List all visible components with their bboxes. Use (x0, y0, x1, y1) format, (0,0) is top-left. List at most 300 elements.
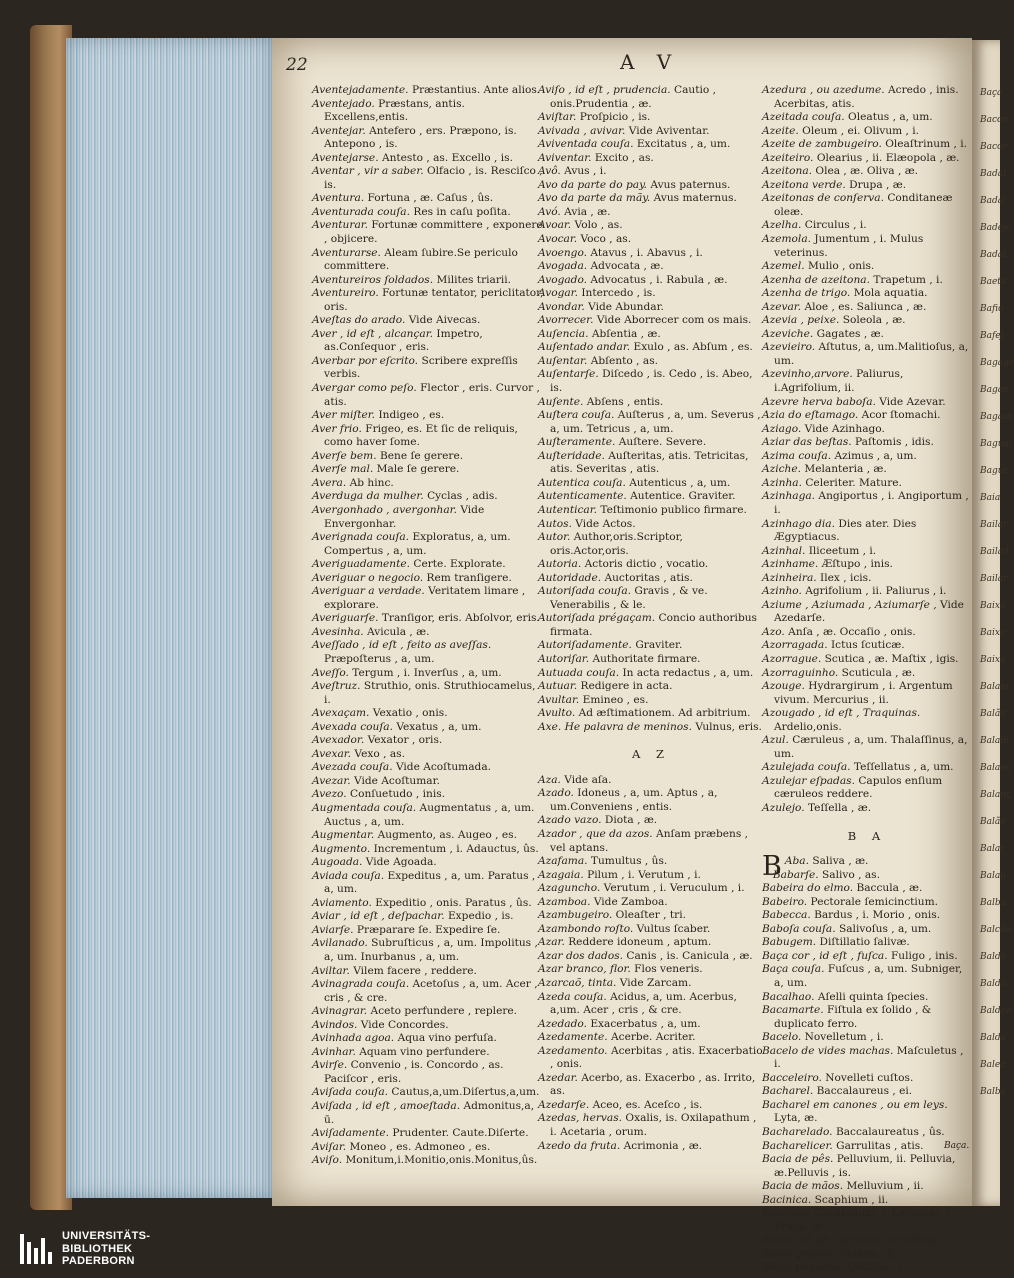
entry-definition: Flos veneris. (634, 963, 703, 976)
entry-definition: Vide Azedarſe. (774, 598, 964, 625)
entry-definition: Acerbo, as. Exacerbo , as. Irrito, as. (550, 1071, 756, 1098)
dictionary-entry (538, 923, 764, 937)
entry-headword: Autuada couſa. (538, 666, 620, 679)
entry-definition: Celeriter. Mature. (805, 476, 902, 489)
entry-definition: Vide Agoada. (365, 856, 437, 869)
entry-definition: Scribere expreſſis verbis. (324, 354, 518, 381)
dictionary-entry (762, 585, 972, 599)
entry-definition: Conditaneæ oleæ. (774, 192, 953, 218)
entry-headword: Averiguadamente. (312, 558, 410, 571)
entry-headword: Azeitona verde. (762, 178, 846, 191)
dictionary-entry (312, 843, 544, 857)
entry-headword: Augmento. (312, 842, 371, 855)
dictionary-entry (538, 301, 764, 315)
dictionary-entry (312, 125, 544, 152)
entry-headword: Autoriſar. (538, 652, 590, 665)
entry-headword: Avogado. (538, 273, 588, 286)
entry-definition: Paliurus, i.Agrifolium, ii. (774, 368, 904, 395)
dictionary-entry (762, 1248, 972, 1262)
entry-definition: Aloe , es. Saliunca , æ. (804, 300, 927, 313)
dictionary-entry (312, 247, 544, 274)
dictionary-entry (538, 585, 764, 612)
entry-headword: Aver miſter. (312, 409, 376, 422)
entry-definition: Auctoritas , atis. (604, 571, 693, 584)
entry-headword: Averſe mal. (312, 463, 374, 476)
entry-definition: Vide Zamboa. (593, 895, 668, 908)
entry-definition: Maſculetus , i. (774, 1044, 964, 1071)
entry-definition: Idoneus , a, um. Aptus , a, um.Conveniens , entis. (550, 787, 718, 813)
entry-headword: Azevinho,arvore. (762, 368, 853, 381)
entry-headword: Avindos. (312, 1018, 358, 1031)
facing-page-fragment: Baeta (980, 277, 1007, 287)
entry-definition: Antesto , as. Excello , is. (381, 151, 513, 164)
entry-definition: Drupa , æ. (849, 178, 907, 191)
entry-definition: Antefero , ers. Præpono, is. Antepono , is. (324, 124, 517, 151)
entry-definition: Vide aſa. (564, 773, 612, 786)
entry-headword: Avó. (538, 205, 561, 218)
dictionary-entry (762, 545, 972, 559)
entry-definition: Trapetum , i. (873, 273, 943, 286)
entry-headword: Azeiteiro. (762, 151, 814, 164)
dictionary-entry (312, 721, 544, 735)
dictionary-entry (312, 409, 544, 423)
dictionary-entry (312, 1005, 544, 1019)
entry-definition: Iliceetum , i. (808, 544, 877, 557)
entry-definition: Male ſe gerere. (376, 463, 460, 476)
entry-definition: Novelleti cuſtos. (825, 1071, 914, 1084)
entry-headword: Azouge. (762, 680, 805, 693)
entry-headword: Aveſſado , id eſt , feito as aveſſas. (312, 639, 492, 652)
dictionary-entry (762, 396, 972, 410)
entry-definition: Vide Aborrecer com os mais. (596, 314, 752, 327)
entry-headword: Azul. (762, 734, 789, 747)
entry-headword: Baboſa couſa. (762, 922, 836, 935)
dictionary-entry (762, 1180, 972, 1194)
entry-headword: Azemola. (762, 233, 811, 246)
entry-headword: Bacinico. (762, 1207, 812, 1220)
entry-headword: Azado. (538, 787, 574, 800)
dictionary-entry (762, 1004, 972, 1031)
entry-headword: Autos. (538, 517, 572, 530)
dictionary-entry (312, 802, 544, 829)
dictionary-entry (312, 937, 544, 964)
entry-headword: Azedo da fruta. (538, 1139, 621, 1152)
entry-definition: Avus , i. (564, 165, 607, 178)
dictionary-entry (762, 599, 972, 626)
dictionary-entry (538, 518, 764, 532)
dictionary-entry (762, 963, 972, 990)
entry-headword: Bacalhao. (762, 990, 815, 1003)
entry-headword: Baça cor , id eſt , fuſca. (762, 949, 888, 962)
entry-definition: Aceto perfundere , replere. (370, 1005, 518, 1018)
facing-page-fragment: Bagao (980, 385, 1009, 395)
dictionary-entry (538, 707, 764, 721)
entry-headword: Auſentado andar. (538, 341, 631, 354)
entry-headword: Azedas, hervas. (538, 1112, 623, 1125)
dictionary-entry (538, 991, 764, 1018)
entry-headword: Azinhago dia. (762, 517, 835, 530)
dictionary-entry (538, 667, 764, 681)
dictionary-entry (312, 477, 544, 491)
entry-definition: Avia , æ. (564, 205, 611, 218)
entry-definition: Abſento , as. (590, 354, 659, 367)
entry-definition: Baccalaureatus , ûs. (835, 1126, 945, 1139)
entry-definition: Concio authoribus firmata. (550, 612, 757, 638)
entry-headword: Azedarſe. (538, 1098, 590, 1111)
dictionary-entry (312, 274, 544, 288)
entry-headword: Autoria. (538, 558, 582, 571)
dictionary-entry (312, 1032, 544, 1046)
entry-headword: Azorraguinho. (762, 666, 839, 679)
entry-definition: Excitatus , a, um. (636, 138, 731, 151)
entry-headword: Babarſe. (772, 868, 819, 881)
entry-definition: Cyclas , adis. (427, 490, 498, 503)
entry-headword: Aveſſo. (312, 666, 349, 679)
facing-page-fragment: Balão (980, 817, 1006, 827)
entry-definition: Olfacio , is. Resciſco , is. (324, 165, 543, 191)
entry-headword: Azeitona. (762, 165, 813, 178)
facing-page-fragment: Balaio (980, 736, 1009, 746)
entry-headword: Aver , id eſt , alcançar. (312, 327, 434, 340)
entry-definition: Vilem facere , reddere. (353, 964, 477, 977)
entry-headword: Autor. (538, 531, 571, 544)
dictionary-entry (762, 219, 972, 233)
entry-headword: Autoriſadamente. (538, 639, 632, 652)
entry-definition: Oleum , ei. Olivum , i. (802, 124, 920, 137)
dictionary-entry (312, 978, 544, 1005)
entry-definition: Aquam vino perfundere. (359, 1045, 490, 1058)
entry-definition: Angiportus , i. Angiportum , i. (774, 490, 969, 516)
entry-headword: Aviſada , id eſt , amoeſtada. (312, 1100, 461, 1113)
entry-headword: Azeite. (762, 124, 799, 137)
entry-definition: Scutica , æ. Maſtix , igis. (824, 652, 959, 665)
section-heading-az: A Z (632, 747, 670, 762)
entry-headword: Averiguar a verdade. (312, 585, 425, 598)
dictionary-entry (312, 355, 544, 382)
column-2 (538, 84, 764, 1153)
dictionary-entry (762, 423, 972, 437)
entry-headword: Averduga da mulher. (312, 490, 424, 503)
dictionary-entry (312, 572, 544, 586)
entry-headword: Auſencia. (538, 327, 589, 340)
dictionary-entry (538, 260, 764, 274)
entry-headword: Autenticamente. (538, 490, 627, 503)
entry-definition: Gravis , & ve. Venerabilis , & le. (550, 585, 708, 611)
entry-definition: Auſterus , a, um. Severus , a, um. Tetricus , a, um. (550, 409, 761, 435)
entry-headword: Aziume , Aziumada , Aziumarſe , (762, 598, 937, 611)
dictionary-entry (538, 1045, 764, 1072)
entry-definition: Exulo , as. Abſum , es. (633, 341, 753, 354)
entry-headword: Babugem. (762, 936, 817, 949)
entry-headword: Bacharelado. (762, 1126, 833, 1139)
entry-definition: Aleam ſubire.Se periculo committere. (324, 246, 518, 273)
entry-definition: Cautus,a,um.Diſertus,a,um. (391, 1086, 540, 1099)
entry-headword: Aventejadamente. (312, 84, 409, 96)
dictionary-entry (762, 1207, 972, 1234)
dictionary-entry (538, 639, 764, 653)
entry-headword: Azambondo roſto. (538, 922, 634, 935)
entry-definition: Præstantius. Ante alios. (411, 84, 541, 96)
entry-definition: Teſſella , æ. (807, 801, 872, 814)
entry-definition: Moneo , es. Admoneo , es. (349, 1140, 491, 1153)
entry-definition: Veritatem limare , explorare. (324, 585, 526, 611)
entry-headword: Aventurar. (312, 219, 369, 232)
entry-headword: Avinhar. (312, 1045, 356, 1058)
entry-definition: Author,oris.Scriptor, oris.Actor,oris. (550, 531, 683, 557)
dictionary-entry (312, 639, 544, 666)
dictionary-entry (762, 950, 972, 964)
entry-headword: Augmentar. (312, 829, 375, 842)
entry-headword: Aviſadamente. (312, 1127, 389, 1140)
entry-definition: Conſuetudo , inis. (350, 788, 446, 801)
dictionary-entry (312, 1059, 544, 1086)
entry-definition: Monitum,i.Monitio,onis.Monitus,ûs. (345, 1154, 538, 1167)
dictionary-entry (538, 219, 764, 233)
entry-definition: Fuſcus , a, um. Subniger, a, um. (774, 963, 963, 989)
entry-definition: Circulus , i. (804, 219, 867, 232)
entry-headword: Bacharel. (762, 1085, 814, 1098)
facing-page-fragment: Bacon (980, 115, 1009, 125)
entry-headword: Azedar. (538, 1071, 578, 1084)
entry-headword: Azinha. (762, 476, 802, 489)
entry-headword: Aventureiro. (312, 287, 379, 300)
entry-headword: Azambugeiro. (538, 909, 613, 922)
entry-headword: Bacharel em canones , ou em leys. (762, 1098, 948, 1111)
entry-definition: Autentice. Graviter. (630, 490, 736, 503)
dictionary-entry (762, 274, 972, 288)
entry-headword: Azeviche. (762, 327, 814, 340)
entry-headword: Aviada couſa. (312, 869, 385, 882)
entry-headword: Aventurada couſa. (312, 205, 410, 218)
dictionary-entry (538, 206, 764, 220)
dictionary-entry (538, 855, 764, 869)
entry-definition: Ad æſtimationem. Ad arbitrium. (578, 707, 751, 720)
entry-headword: Azagaia. (538, 868, 584, 881)
entry-headword: Bacharelicer. (762, 1139, 833, 1152)
entry-headword: Avogar. (538, 287, 578, 300)
dictionary-entry (538, 84, 764, 111)
dictionary-entry (762, 84, 972, 111)
entry-headword: Azafama. (538, 855, 588, 868)
entry-headword: Azeda couſa. (538, 990, 607, 1003)
dictionary-entry (762, 328, 972, 342)
entry-definition: Anſa , æ. Occaſio , onis. (788, 625, 916, 638)
entry-definition: Melanteria , æ. (804, 463, 887, 476)
entry-headword: Azedado. (538, 1017, 587, 1030)
dictionary-entry (538, 531, 764, 558)
entry-definition: Aſelli quinta ſpecies. (817, 990, 929, 1003)
dictionary-entry (538, 612, 764, 639)
dictionary-entry (312, 612, 544, 626)
entry-headword: Azarcaõ, tinta. (538, 977, 617, 989)
facing-page-fragment: Bafio (980, 304, 1004, 314)
entry-headword: Auſente. (538, 395, 584, 408)
entry-definition: Oleaſter , tri. (615, 909, 686, 922)
entry-headword: Aviarſe. (312, 923, 354, 936)
entry-definition: Graviter. (635, 639, 683, 652)
dictionary-entry (762, 1099, 972, 1126)
entry-headword: Autoriſada couſa. (538, 585, 632, 598)
dictionary-entry (538, 152, 764, 166)
entry-headword: Avondar. (538, 300, 585, 313)
entry-definition: Exploratus, a, um. Compertus , a, um. (324, 531, 511, 557)
dictionary-entry (312, 788, 544, 802)
dictionary-entry (312, 450, 544, 464)
entry-definition: Proſpicio , is. (579, 111, 651, 124)
entry-headword: Avinagrada couſa. (312, 978, 410, 991)
entry-headword: Auſteridade. (538, 449, 605, 462)
entry-definition: Azimus , a, um. (834, 449, 917, 462)
entry-definition: Mola aquatia. (853, 287, 928, 300)
entry-headword: Azinhaga. (762, 490, 816, 503)
dictionary-entry (538, 504, 764, 518)
entry-headword: Aver frio. (312, 422, 362, 435)
entry-definition: Reddere idoneum , aptum. (568, 936, 712, 949)
entry-headword: Auſtera couſa. (538, 409, 615, 422)
dictionary-entry (312, 1046, 544, 1060)
entry-headword: Avexaçam. (312, 707, 370, 720)
entry-headword: Aveſtas do arado. (312, 314, 406, 327)
dictionary-entry (762, 1153, 972, 1180)
dictionary-entry (762, 1045, 972, 1072)
dictionary-entry (762, 626, 972, 640)
facing-page-fragment: Balanç (980, 790, 1012, 800)
dictionary-entry (538, 328, 764, 342)
entry-definition: Oleatus , a, um. (848, 111, 933, 124)
entry-definition: Incrementum , i. Adauctus, ûs. (373, 842, 539, 855)
dictionary-entry (538, 814, 764, 828)
entry-headword: Aziar das beſtas. (762, 436, 852, 449)
entry-definition: Acerbitas , atis. Exacerbatio , onis. (550, 1044, 763, 1071)
entry-definition: Actoris dictio , vocatio. (584, 558, 709, 571)
entry-headword: Bacio pequeno. (762, 1261, 845, 1274)
entry-headword: Azaguncho. (538, 882, 601, 895)
entry-definition: Vulnus, eris. (695, 720, 762, 733)
entry-definition: Paſtomis , idis. (855, 436, 934, 449)
entry-headword: Autuar. (538, 680, 578, 693)
dictionary-entry (538, 1018, 764, 1032)
entry-definition: Advocatus , i. Rabula , æ. (590, 273, 728, 286)
entry-headword: Aveſtruz. (312, 680, 361, 693)
entry-definition: Pilum , i. Verutum , i. (587, 868, 701, 881)
entry-definition: Solium , ii. (839, 1247, 898, 1260)
dictionary-entry (312, 219, 544, 246)
dictionary-entry (538, 165, 764, 179)
dictionary-entry (312, 761, 544, 775)
facing-page-fragment: Balea (980, 1060, 1006, 1070)
dictionary-entry (762, 1140, 972, 1154)
dictionary-entry (312, 1086, 544, 1100)
facing-page-fragment: Balão (980, 709, 1006, 719)
entry-headword: Bacia de mãos. (762, 1180, 844, 1193)
entry-headword: Azedamente. (538, 1031, 608, 1044)
dictionary-entry (762, 490, 972, 517)
dictionary-entry (538, 1140, 764, 1154)
entry-headword: Aza. (538, 773, 561, 786)
dictionary-entry (762, 1085, 972, 1099)
facing-page-fragment: Balba (980, 1087, 1006, 1097)
entry-definition: Indigeo , es. (378, 409, 445, 422)
entry-definition: Salivo , as. (822, 868, 880, 881)
entry-headword: Azorrague. (762, 652, 822, 665)
entry-definition: Fortunæ committere , exponere , objicere. (324, 219, 543, 246)
dictionary-entry (538, 963, 764, 977)
entry-definition: Vexatus , a, um. (396, 720, 482, 733)
entry-headword: Auſteramente. (538, 436, 616, 449)
dictionary-entry (538, 572, 764, 586)
entry-headword: Autoridade. (538, 571, 602, 584)
entry-headword: Azar dos dados. (538, 949, 624, 962)
entry-definition: Aqua vino perfuſa. (397, 1032, 497, 1045)
entry-definition: Augmentatus , a, um. Auctus , a, um. (324, 801, 535, 828)
dictionary-entry (762, 111, 972, 125)
entry-headword: Autentica couſa. (538, 476, 626, 489)
entry-definition: Impetro, as.Conſequor , eris. (324, 327, 483, 354)
dictionary-entry (538, 653, 764, 667)
entry-headword: Aventura. (312, 192, 365, 205)
library-logo-text: UNIVERSITÄTS- BIBLIOTHEK PADERBORN (62, 1230, 151, 1267)
entry-definition: Milites triarii. (436, 273, 512, 286)
entry-definition: Cautio , onis.Prudentia , æ. (550, 84, 717, 110)
entry-definition: Vexatio , onis. (372, 707, 448, 720)
dictionary-entry (538, 233, 764, 247)
dictionary-entry (312, 558, 544, 572)
entry-headword: Aviamento. (312, 896, 372, 909)
entry-definition: Canis , is. Canicula , æ. (626, 949, 753, 962)
library-logo (20, 1230, 150, 1268)
catchword: Baça. (944, 1141, 970, 1151)
dictionary-entry (312, 1154, 544, 1168)
entry-headword: Azima couſa. (762, 449, 832, 462)
page-number: 22 (286, 55, 308, 75)
entry-definition: Gagates , æ. (816, 327, 884, 340)
entry-definition: Jumentum , i. Mulus veterinus. (774, 233, 924, 259)
entry-headword: Autenticar. (538, 503, 597, 516)
entry-definition: Bene ſe gerere. (379, 449, 464, 462)
dictionary-entry (762, 1031, 972, 1045)
dictionary-entry (538, 247, 764, 261)
entry-definition: Acetoſus , a, um. Acer , cris , & cre. (324, 978, 538, 1004)
entry-headword: Azedamento. (538, 1044, 608, 1057)
entry-definition: Ab hinc. (349, 476, 394, 489)
entry-definition: Mulio , onis. (807, 260, 875, 273)
entry-definition: Baccalaureus , ei. (816, 1085, 913, 1098)
dictionary-entry (312, 165, 544, 192)
dictionary-entry (762, 165, 972, 179)
entry-headword: Augoada. (312, 856, 363, 869)
entry-headword: Avera. (312, 476, 347, 489)
entry-headword: Azevar. (762, 300, 802, 313)
dictionary-entry (312, 680, 544, 707)
entry-headword: Azador , que da azos. (538, 827, 653, 840)
dictionary-entry (312, 965, 544, 979)
entry-definition: Præparare ſe. Expedire ſe. (356, 923, 501, 936)
dictionary-entry (312, 897, 544, 911)
entry-definition: Aſtutus, a, um.Malitioſus, a, um. (774, 341, 969, 367)
dictionary-entry (538, 936, 764, 950)
dictionary-entry (312, 667, 544, 681)
entry-headword: Azinhame. (762, 558, 819, 571)
entry-definition: Aceo, es. Aceſco , is. (592, 1098, 703, 1111)
dictionary-entry (312, 1141, 544, 1155)
entry-headword: Bacinica. (762, 1193, 812, 1206)
dictionary-entry (538, 1099, 764, 1113)
entry-definition: Soleola , æ. (842, 314, 906, 327)
entry-headword: Aviventada couſa. (538, 138, 634, 151)
entry-definition: Prudenter. Caute.Diſerte. (392, 1127, 529, 1140)
dictionary-entry (762, 518, 972, 545)
facing-page-fragment: Bagage (980, 358, 1014, 368)
